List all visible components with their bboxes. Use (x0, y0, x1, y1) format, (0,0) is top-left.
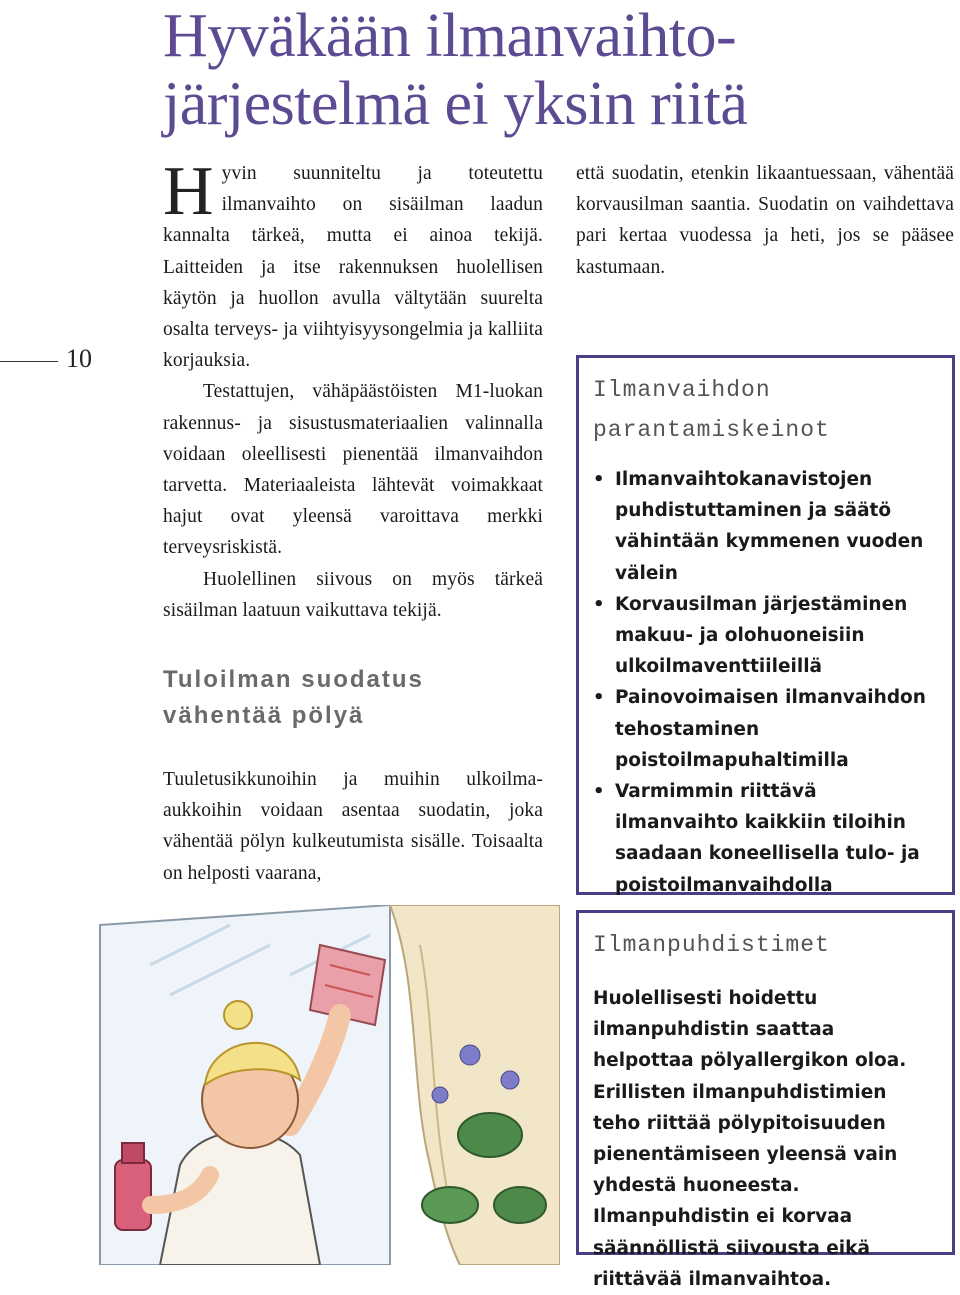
bullet-icon: • (593, 687, 605, 709)
intro-paragraph-1 (163, 153, 543, 376)
section-paragraph: Tuuletusikkunoihin ja muihin ulkoilma-aukkoihin voidaan asentaa suodatin, joka vähentää pölyn kulkeutumista sisälle. Toisaalta on helposti vaarana, (163, 769, 543, 884)
list-item (593, 682, 938, 776)
list-item (593, 589, 938, 683)
bullet-icon: • (593, 469, 605, 490)
air-purifiers-title: Ilmanpuhdistimet (593, 932, 830, 958)
page-title (163, 2, 747, 138)
right-column (576, 158, 954, 283)
page-number: 10 (66, 344, 92, 373)
bullet-icon: • (593, 593, 605, 615)
section-paragraph-continued: että suodatin, etenkin likaantuessaan, vähentää korvausilman saantia. Suodatin on vaihdettava pari kertaa vuodessa ja heti, jos se pääsee kastumaan. (576, 163, 954, 278)
list-item-text: Painovoimaisen ilmanvaihdon tehostaminen poistoilmapuhaltimilla (615, 687, 926, 771)
air-purifiers-box (576, 910, 955, 1290)
intro-paragraph-3: Huolellinen siivous on myös tärkeä sisäilman laatuun vaikuttava tekijä. (163, 568, 543, 621)
section-heading-line-1: Tuloilman suodatus (163, 666, 424, 694)
section-heading-line-2: vähentää pölyä (163, 702, 365, 730)
left-column (163, 153, 543, 889)
intro-paragraph-2: Testattujen, vähäpäästöisten M1-luokan rakennus- ja sisustusmateriaalien valinnalla voidaan oleellisesti pienentää ilmanvaihdon tarvetta. Materiaaleista lähtevät voimakkaat hajut ovat yleensä varoittava merkki terveysriskistä. (163, 381, 543, 559)
list-item-text: Ilmanvaihtokanavistojen puhdistuttaminen ja säätö vähintään kymmenen vuoden välein (615, 469, 924, 584)
list-item (593, 776, 938, 901)
drop-cap: H (163, 153, 214, 230)
improvement-methods-title-line-1: Ilmanvaihdon (593, 377, 771, 403)
title-line-1: Hyväkään ilmanvaihto- (163, 2, 737, 70)
air-purifiers-text: Huolellisesti hoidettu ilmanpuhdistin saattaa helpottaa pölyallergikon oloa. Erillisten ilmanpuhdistimien teho riittää pölypitoisuuden pienentämiseen yleensä vain yhdestä huoneesta. Ilmanpuhdistin ei korvaa säännöllistä siivousta eikä riittävää ilmanvaihtoa. (593, 988, 907, 1290)
intro-paragraph-1-text: yvin suunniteltu ja toteutettu ilmanvaihto on sisäilman laadun kannalta tärkeä, mutta ei ainoa tekijä. Laitteiden ja itse rakennuksen huolellisen käytön ja huollon avulla vältytään suurelta osalta terveys- ja viihtyisyysongelmia ja kalliita korjauksia. (163, 163, 543, 372)
improvement-methods-list (593, 464, 938, 901)
page-number-rule (0, 361, 58, 362)
section-heading (163, 662, 543, 734)
title-line-2: järjestelmä ei yksin riitä (163, 70, 748, 138)
list-item-text: Varmimmin riittävä ilmanvaihto kaikkiin tiloihin saadaan koneellisella tulo- ja poistoilmanvaihdolla (615, 781, 920, 896)
list-item (593, 464, 938, 589)
list-item-text: Korvausilman järjestäminen makuu- ja olohuoneisiin ulkoilmaventtiileillä (615, 593, 908, 678)
improvement-methods-box (576, 355, 955, 895)
cleaning-woman-illustration (90, 905, 560, 1265)
improvement-methods-title-line-2: parantamiskeinot (593, 417, 830, 443)
improvement-methods-title (593, 370, 938, 450)
bullet-icon: • (593, 781, 605, 803)
